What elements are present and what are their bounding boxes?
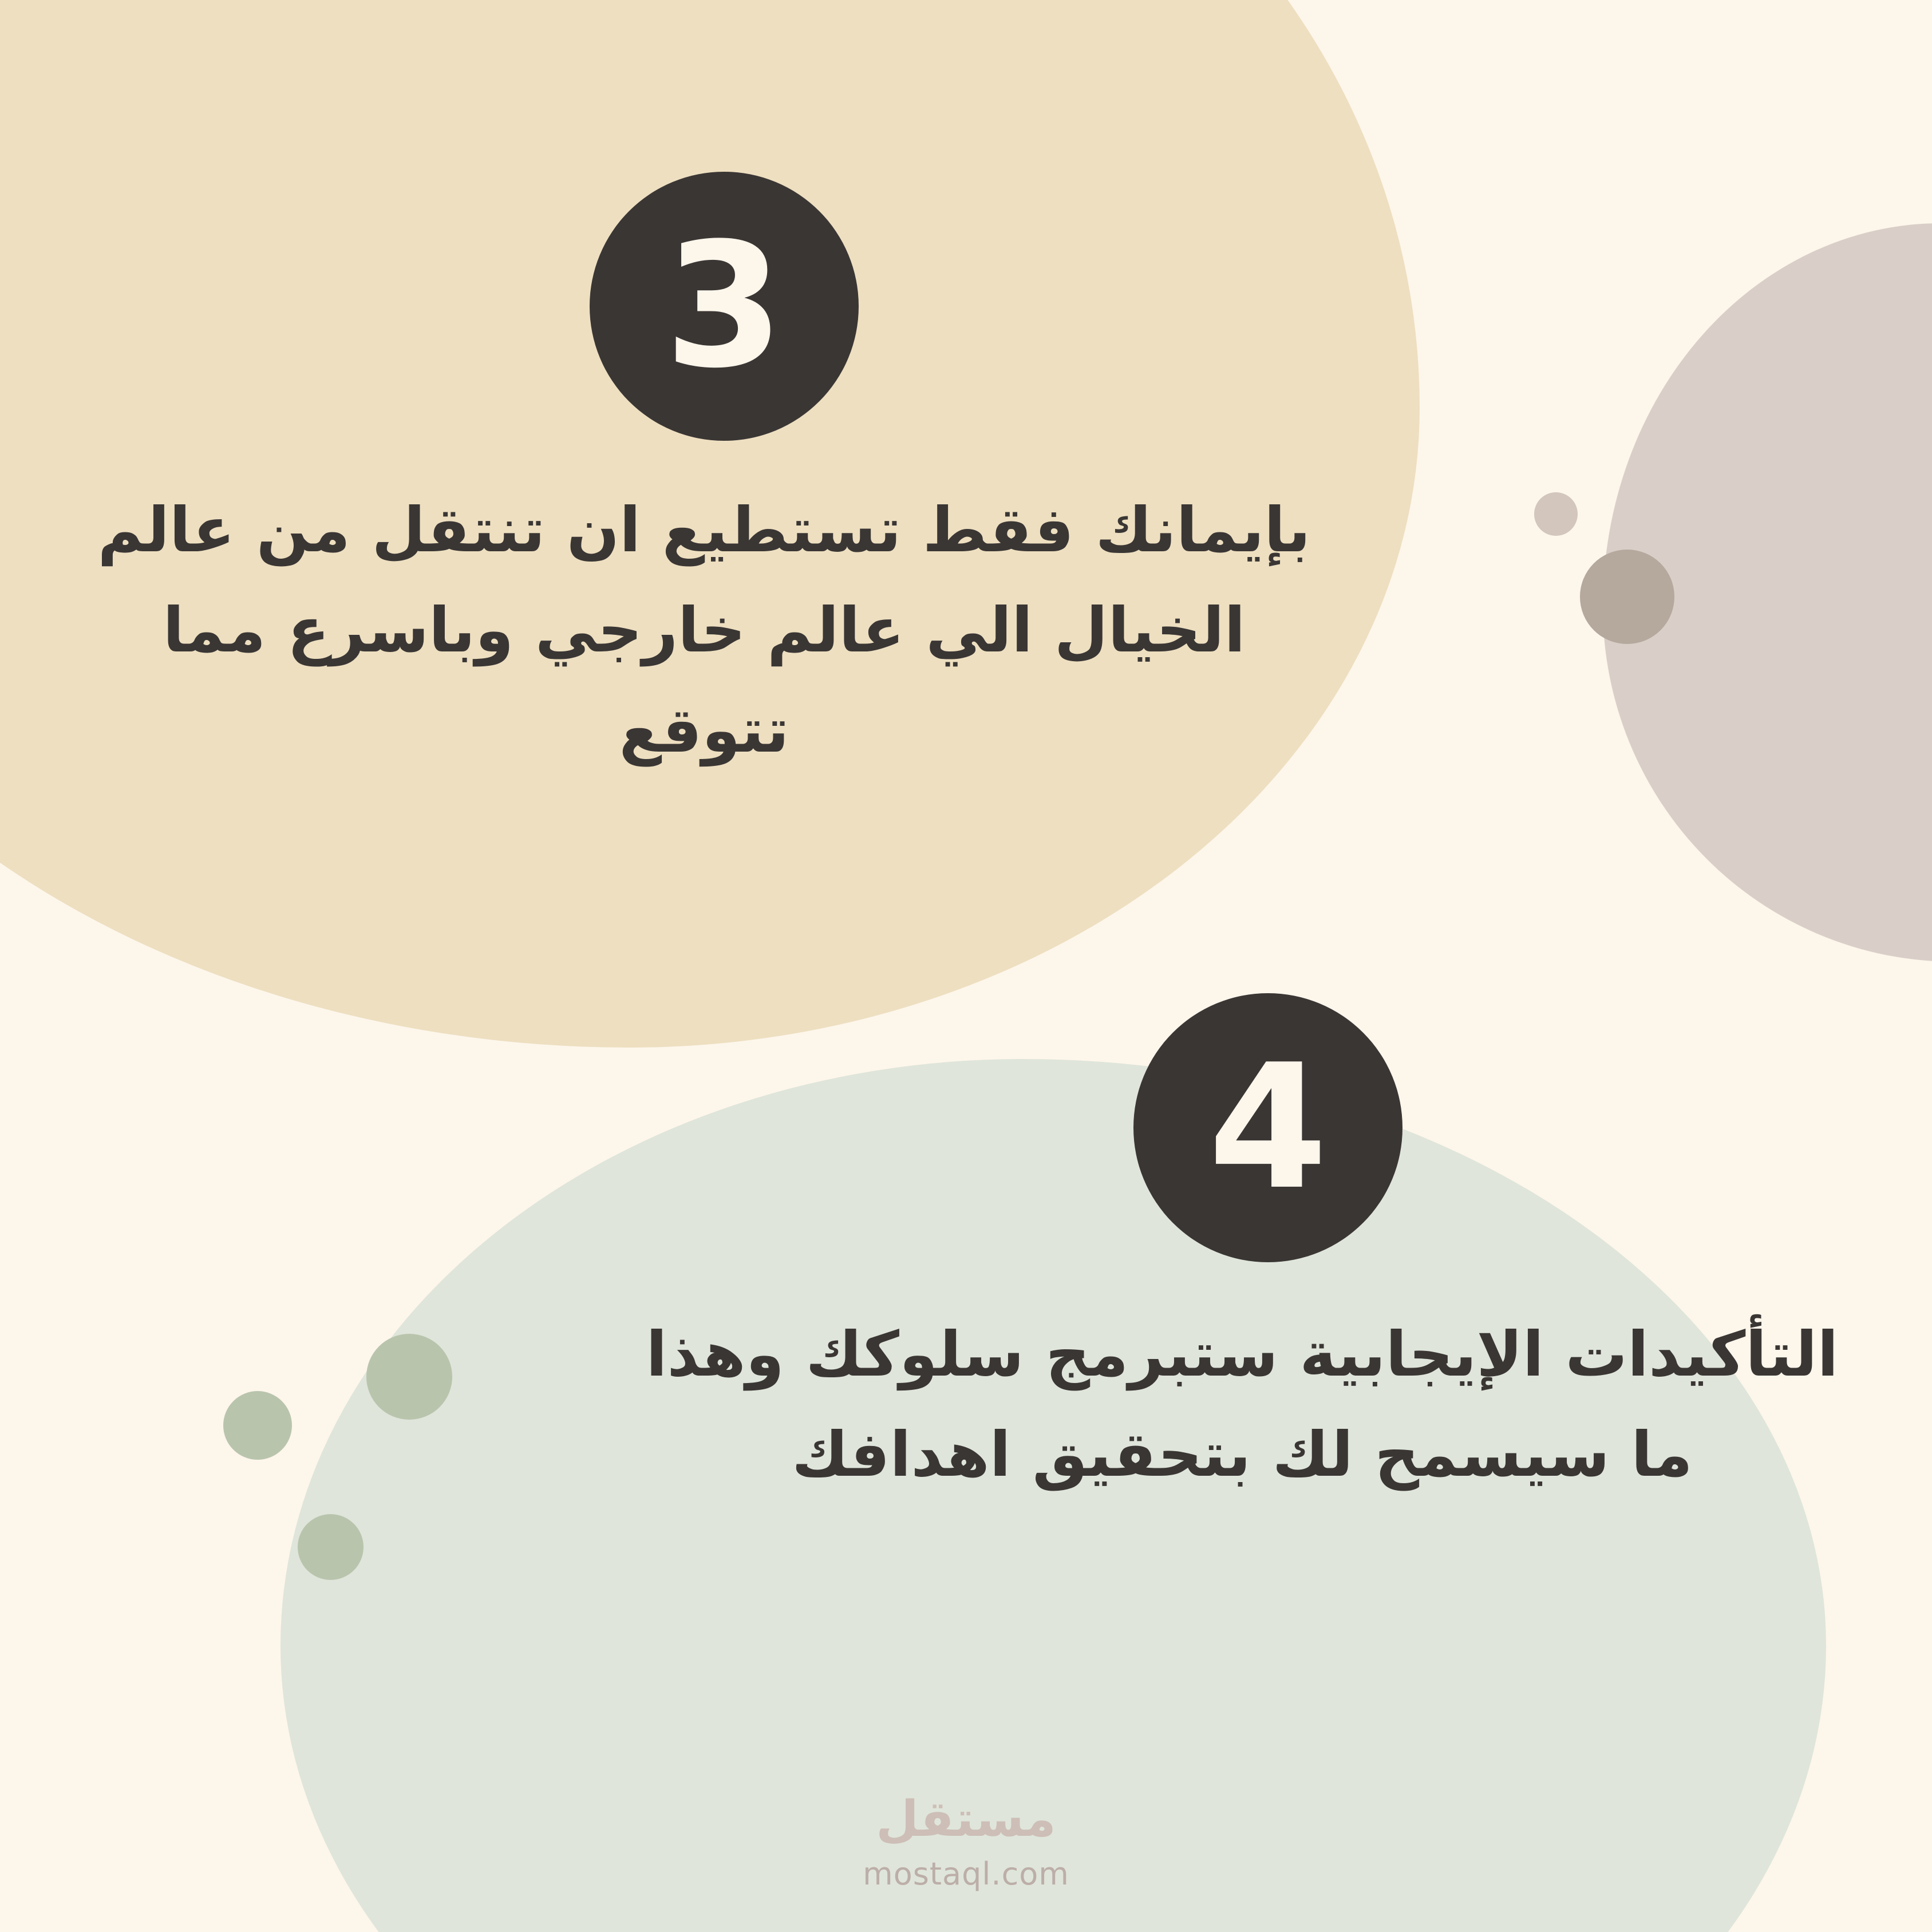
sage-dot-medium	[223, 1391, 292, 1460]
footer-branding	[0, 1791, 1932, 1892]
sage-dot-small	[298, 1514, 364, 1580]
sage-dot-large	[366, 1334, 452, 1420]
mostaql-logo-wordmark: مستقل	[876, 1791, 1056, 1848]
tip-number-badge-3: 3	[590, 172, 859, 441]
tip-text-4: التأكيدات الإيجابية ستبرمج سلوكك وهذا ما سيسمح لك بتحقيق اهدافك	[646, 1319, 1839, 1491]
tip-number-badge-4: 4	[1133, 993, 1402, 1262]
tip-text-3: بإيمانك فقط تستطيع ان تنتقل من عالم الخيال الي عالم خارجي وباسرع مما تتوقع	[97, 495, 1311, 767]
grey-dot-large	[1580, 550, 1674, 644]
grey-dot-small	[1534, 492, 1578, 536]
mostaql-url: mostaql.com	[863, 1856, 1069, 1892]
